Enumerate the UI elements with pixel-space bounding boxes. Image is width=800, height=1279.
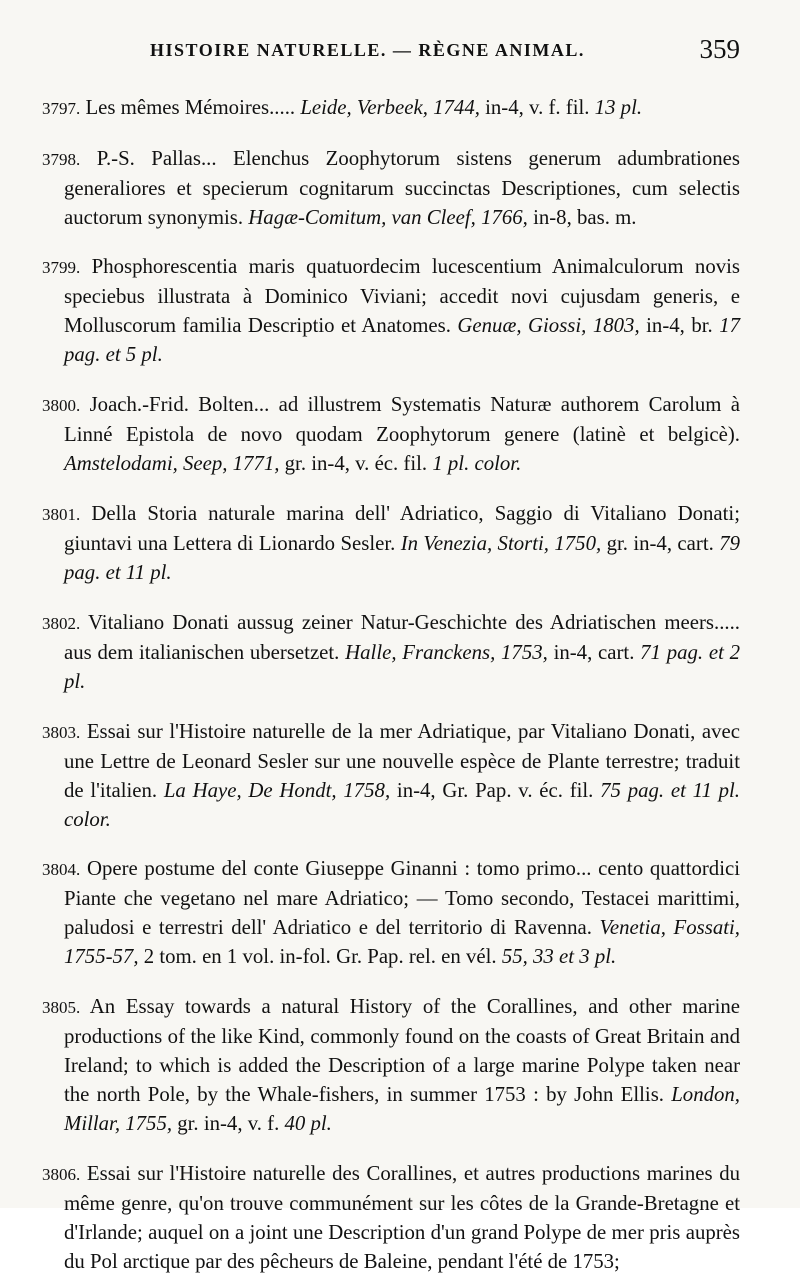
catalog-entry — [42, 992, 740, 1138]
entry-number: 3800. — [42, 396, 81, 416]
entry-imprint: La Haye, De Hondt, 1758, — [163, 778, 391, 802]
catalog-entry — [42, 252, 740, 369]
catalog-entries — [42, 72, 741, 1279]
catalog-entry — [42, 499, 740, 587]
entry-tail-italic: 79 pag. et 11 pl. — [64, 531, 740, 584]
entry-text: Joach.-Frid. Bolten... ad illustrem Systematis Naturæ authorem Carolum à Linné Epistola de novo quodam Zoophytorum genere (latinè et belgicè). — [64, 393, 740, 447]
entry-number: 3804. — [42, 860, 81, 880]
entry-text: Della Storia naturale marina dell' Adriatico, Saggio di Vitaliano Donati; giuntavi una Lettera di Lionardo Sesler. — [64, 501, 740, 555]
entry-imprint: Genuæ, Giossi, 1803, — [457, 314, 640, 338]
entry-tail: in-4, cart. — [547, 640, 641, 664]
catalog-entry — [42, 608, 741, 696]
entry-text: Vitaliano Donati aussug zeiner Natur-Geschichte des Adriatischen meers..... aus dem italianischen ubersetzet. — [64, 610, 740, 664]
entry-tail: 2 tom. en 1 vol. in-fol. Gr. Pap. rel. en vél. — [138, 945, 502, 969]
entry-tail-italic: 13 pl. — [594, 95, 643, 119]
running-title: HISTOIRE NATURELLE. — RÈGNE ANIMAL. — [150, 40, 585, 60]
entry-imprint: Amstelodami, Seep, 1771, — [64, 452, 280, 476]
entry-imprint: Leide, Verbeek, 1744, — [300, 95, 480, 119]
entry-tail-italic: 1 pl. color. — [432, 452, 522, 476]
catalog-entry — [42, 93, 740, 123]
entry-tail-italic: 71 pag. et 2 pl. — [64, 640, 741, 693]
entry-tail: gr. in-4, v. éc. fil. — [279, 452, 433, 476]
catalog-entry — [42, 717, 741, 834]
entry-number: 3806. — [42, 1164, 81, 1184]
entry-text: Opere postume del conte Giuseppe Ginanni : tomo primo... cento quattordici Piante che vegetano nel mare Adriatico; — Tomo secondo, Testacei marittimi, paludosi e terrestri dell' Adriatico e del territorio di Ravenna. — [64, 857, 740, 940]
entry-imprint: London, Millar, 1755, — [64, 1083, 740, 1136]
catalog-entry — [42, 390, 740, 478]
entry-text: Les mêmes Mémoires..... — [85, 95, 301, 119]
entry-imprint: Venetia, Fossati, 1755-57, — [64, 916, 740, 969]
entry-text: Essai sur l'Histoire naturelle de la mer Adriatique, par Vitaliano Donati, avec une Lettre de Leonard Sesler sur une nouvelle espèce de Plante terrestre; traduit de l'italien. — [64, 719, 741, 802]
page-number: 359 — [699, 34, 740, 64]
entry-tail-italic: 17 pag. et 5 pl. — [64, 314, 740, 367]
entry-tail-italic: 40 pl. — [284, 1112, 332, 1136]
catalog-entry — [42, 1159, 741, 1276]
entry-tail: gr. in-4, cart. — [601, 531, 720, 555]
entry-tail: gr. in-4, v. f. — [172, 1112, 285, 1136]
entry-tail: in-4, Gr. Pap. v. éc. fil. — [390, 778, 601, 802]
entry-text: Essai sur l'Histoire naturelle des Corallines, et autres productions marines du même genre, qu'on trouve communément sur les côtes de la Grande-Bretagne et d'Irlande; auquel on a joint une Description d'un grand Polype de mer pris auprès du Pol arctique par des pêcheurs de Baleine, pendant l'été de 1753; — [64, 1161, 741, 1273]
entry-number: 3799. — [42, 258, 81, 278]
entry-imprint: Halle, Franckens, 1753, — [345, 640, 548, 664]
entry-number: 3801. — [42, 504, 81, 524]
entry-number: 3798. — [42, 149, 81, 169]
entry-tail: in-8, bas. m. — [527, 205, 637, 229]
entry-number: 3805. — [42, 998, 81, 1018]
catalog-entry — [42, 854, 740, 971]
entry-imprint: Hagæ-Comitum, van Cleef, 1766, — [248, 205, 528, 229]
running-header — [150, 36, 740, 66]
entry-number: 3803. — [42, 722, 81, 742]
entry-text: An Essay towards a natural History of the Corallines, and other marine productions of the like Kind, commonly found on the coasts of Great Britain and Ireland; to which is added the Description of a large marine Polype taken near the north Pole, by the Whale-fishers, in summer 1753 : by John Ellis. — [64, 995, 740, 1107]
entry-number: 3802. — [42, 613, 81, 633]
entry-tail: in-4, br. — [639, 314, 720, 338]
entry-tail: in-4, v. f. fil. — [479, 95, 595, 119]
entry-tail-italic: 55, 33 et 3 pl. — [501, 945, 617, 969]
entry-imprint: In Venezia, Storti, 1750, — [400, 531, 602, 555]
entry-text: Phosphorescentia maris quatuordecim lucescentium Animalculorum novis speciebus illustrata à Dominico Viviani; accedit novi cujusdam generis, e Molluscorum familia Descriptio et Anatomes. — [64, 255, 740, 338]
entry-tail-italic: 75 pag. et 11 pl. color. — [64, 778, 740, 831]
catalog-entry — [42, 144, 740, 232]
entry-number: 3797. — [42, 98, 81, 118]
entry-text: P.-S. Pallas... Elenchus Zoophytorum sistens generum adumbrationes generaliores et specierum cognitarum succinctas Descriptiones, cum selectis auctorum synonymis. — [64, 146, 740, 229]
